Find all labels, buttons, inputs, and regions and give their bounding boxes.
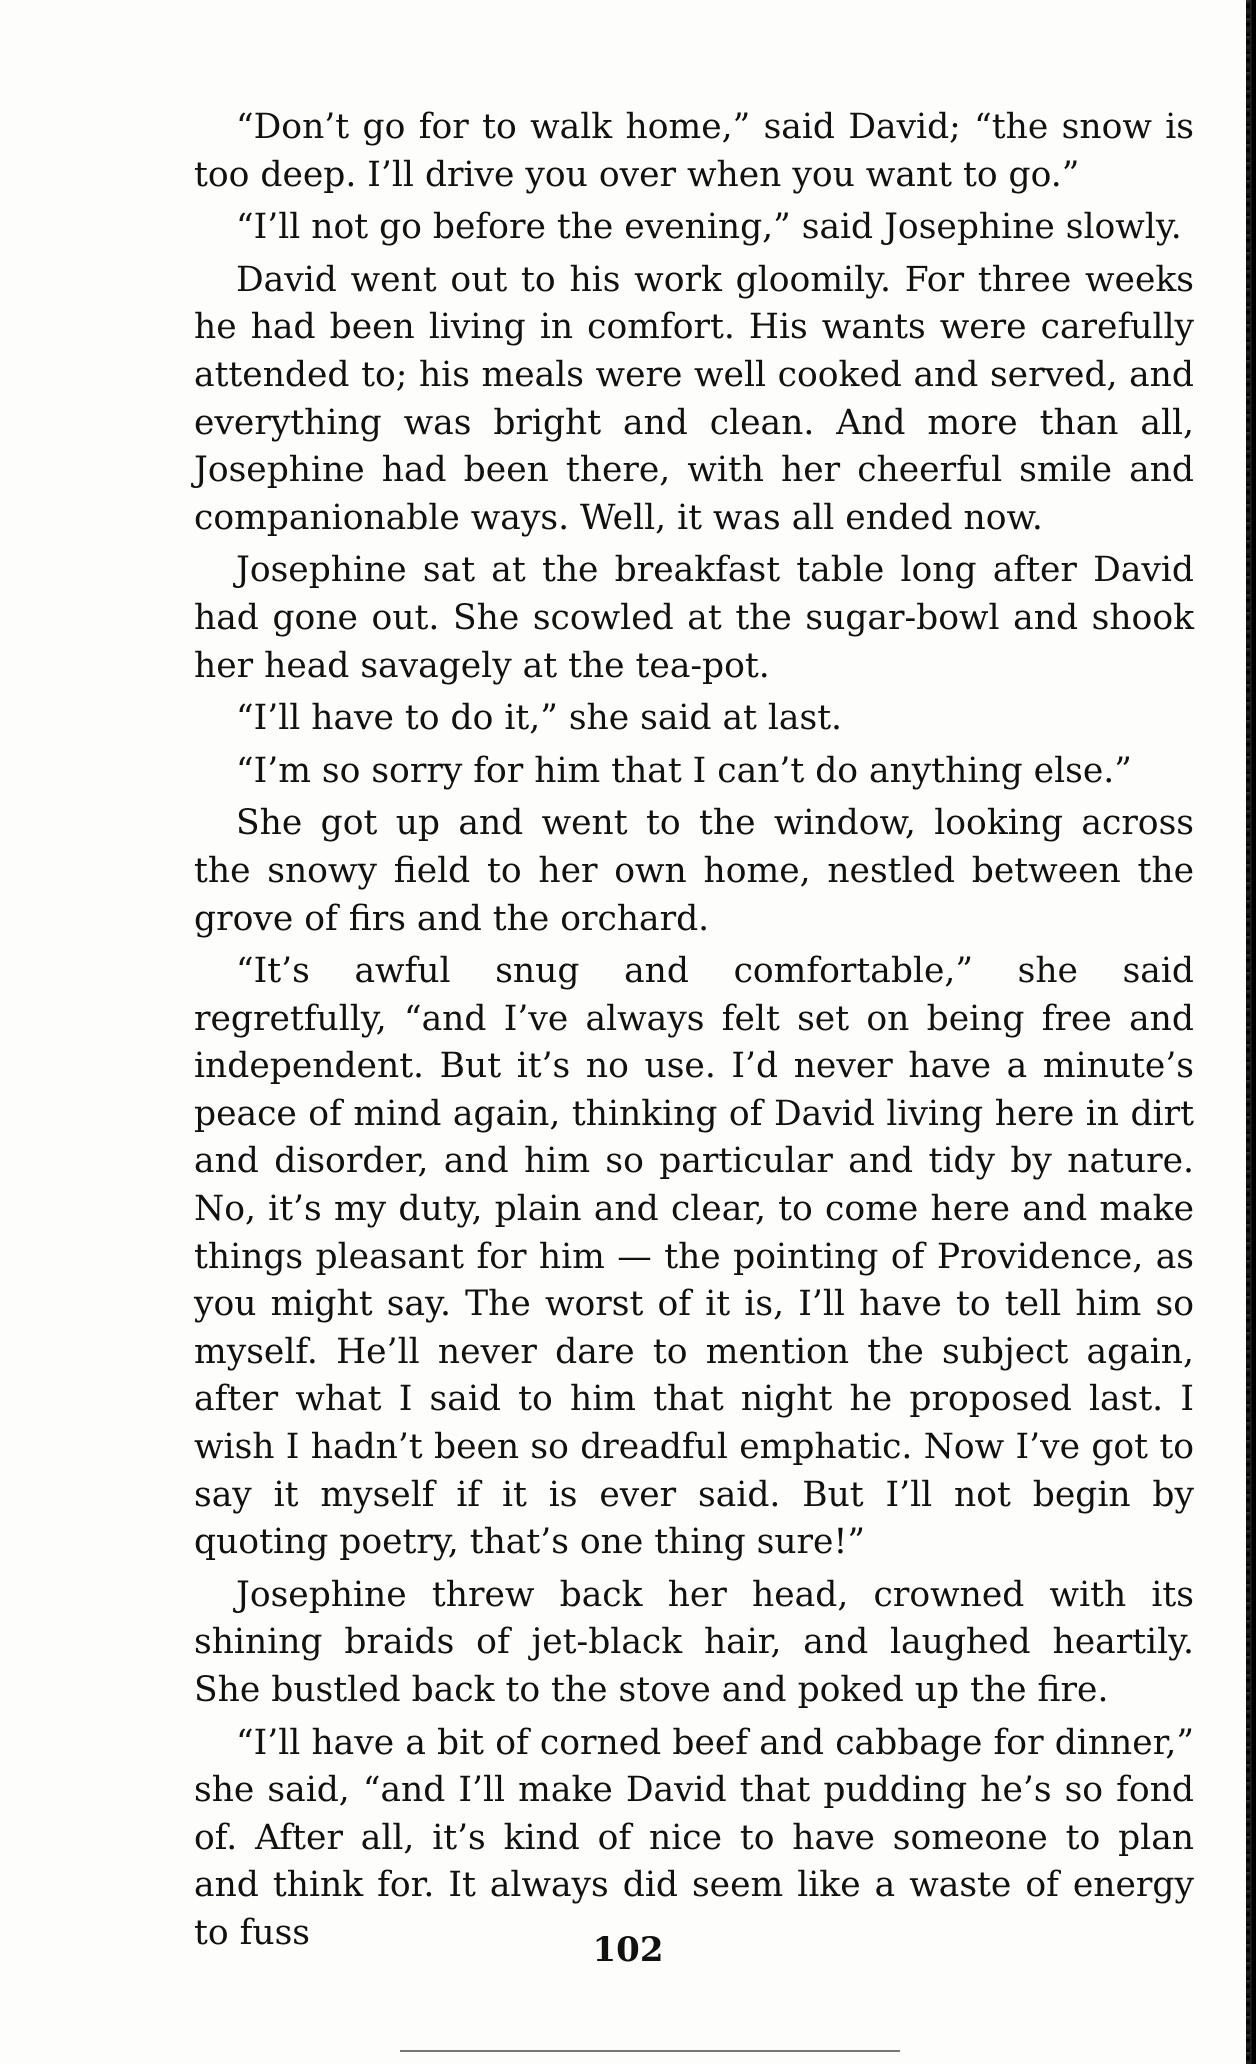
paragraph: “I’ll not go before the evening,” said Josephine slowly. [236,207,1182,248]
paragraph: Josephine threw back her head, crowned with its shining braids of jet-black hair, and laughed heartily. She bustled back to the stove and poked up the fire. [194,1574,1194,1710]
paragraph: Josephine sat at the breakfast table long after David had gone out. She scowled at the sugar-bowl and shook her head savagely at the tea-pot. [194,550,1194,686]
paragraph: “I’ll have a bit of corned beef and cabbage for dinner,” she said, “and I’ll make David that pudding he’s so fond of. After all, it’s kind of nice to have someone to plan and think for. It always did seem like a waste of energy to fuss [194,1722,1194,1953]
paragraph: “I’ll have to do it,” she said at last. [236,698,843,739]
page-number: 102 [592,1930,664,1970]
paragraph: She got up and went to the window, looking across the snowy field to her own home, nestled between the grove of firs and the orchard. [194,803,1194,939]
paragraph: David went out to his work gloomily. For three weeks he had been living in comfort. His wants were carefully attended to; his meals were well cooked and served, and everything was bright and clean. And more than all, Josephine had been there, with her cheerful smile and companionable ways. Well, it was all ended now. [194,259,1194,538]
paragraph: “Don’t go for to walk home,” said David; “the snow is too deep. I’ll drive you over when you want to go.” [194,107,1194,195]
bottom-edge-line [400,2050,900,2052]
page-binding-shadow [1246,0,1250,2064]
paragraph: “I’m so sorry for him that I can’t do anything else.” [236,750,1132,791]
paragraph: “It’s awful snug and comfortable,” she said regretfully, “and I’ve always felt set on being free and independent. But it’s no use. I’d never have a minute’s peace of mind again, thinking of David living here in dirt and disorder, and him so particular and tidy by nature. No, it’s my duty, plain and clear, to come here and make things pleasant for him — the pointing of Providence, as you might say. The worst of it is, I’ll have to tell him so myself. He’ll never dare to mention the subject again, after what I said to him that night he proposed last. I wish I hadn’t been so dreadful emphatic. Now I’ve got to say it myself if it is ever said. But I’ll not begin by quoting poetry, that’s one thing sure!” [194,951,1194,1563]
body-text [194,104,1194,1963]
